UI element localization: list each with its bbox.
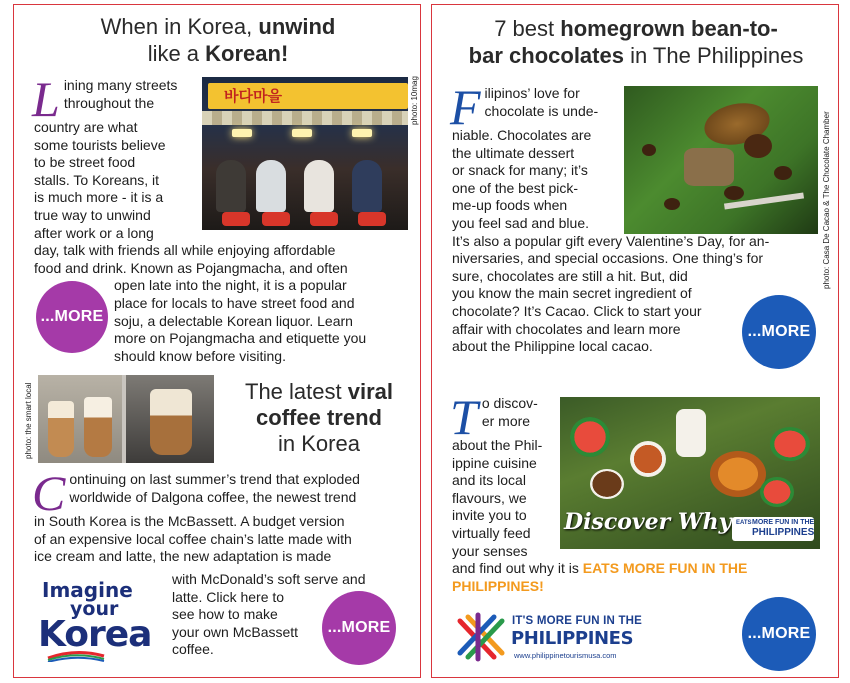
section-title-unwind: When in Korea, unwind like a Korean! (100, 14, 336, 66)
line: soju, a delectable Korean liquor. Learn (114, 312, 353, 329)
its-more-fun-philippines-logo: IT'S MORE FUN IN THE PHILIPPINES www.philippinetourismusa.com (454, 611, 644, 665)
line: in South Korea is the McBassett. A budget version (34, 513, 345, 529)
imagine-your-korea-logo: Imagine your Korea (38, 578, 168, 668)
line: It’s also a popular gift every Valentine’s Day, for an- (452, 232, 770, 249)
dropcap-c: C (32, 465, 66, 521)
more-button-eats[interactable]: ...MORE (742, 597, 816, 671)
dropcap-l: L (32, 71, 60, 127)
line: flavours, we (452, 489, 527, 506)
section-title-chocolates: 7 best homegrown bean-to- bar chocolates in The Philippines (468, 16, 804, 68)
line: and find out why it is EATS MORE FUN IN THE (452, 560, 748, 577)
line: sure, chocolates are still a hit. But, did (452, 267, 688, 284)
line: your senses (452, 542, 528, 559)
eats-badge: EATS MORE FUN IN THE PHILIPPINES (732, 517, 814, 541)
line: place for locals to have street food and (114, 294, 355, 311)
eats-more-fun-accent: EATS MORE FUN IN THE (582, 560, 748, 577)
line: open late into the night, it is a popular (114, 277, 347, 294)
line: about the Philippine local cacao. (452, 338, 653, 355)
line: coffee. (172, 641, 214, 658)
line: niable. Chocolates are (452, 127, 592, 143)
line: country are what (34, 119, 138, 135)
line: you feel sad and blue. (452, 214, 589, 231)
line: your own McBassett (172, 623, 299, 640)
dropcap-t: T (450, 389, 478, 445)
more-button-cacao[interactable]: ...MORE (742, 295, 816, 369)
line: after work or a long (34, 224, 154, 241)
line: is much more - it is a (34, 189, 164, 206)
line: one of the best pick- (452, 179, 579, 196)
line: should know before visiting. (114, 347, 286, 364)
line: food and drink. Known as Pojangmacha, and often (34, 259, 348, 276)
photo-credit-smart-local: photo: the smart local (24, 382, 33, 459)
line: invite you to (452, 507, 527, 524)
dropcap-f: F (450, 79, 481, 135)
line: ice cream and latte, the new adaptation is made (34, 548, 332, 565)
line: worldwide of Dalgona coffee, the newest trend (69, 488, 357, 505)
line: ining many streets (63, 77, 178, 93)
line: chocolate? It’s Cacao. Click to start your (452, 302, 702, 319)
line: me-up foods when (452, 197, 568, 214)
line: chocolate is unde- (484, 102, 599, 119)
line: ippine cuisine (452, 454, 537, 471)
more-button-pojangmacha[interactable]: ...MORE (36, 281, 108, 353)
line: more on Pojangmacha and etiquette you (114, 330, 367, 347)
line: true way to unwind (34, 206, 151, 223)
photo-credit-casa-de-cacao: photo: Casa De Cacao & The Chocolate Chamber (822, 111, 831, 289)
philippines-panel (431, 4, 839, 678)
more-button-mcbassett[interactable]: ...MORE (322, 591, 396, 665)
line: some tourists believe (34, 136, 166, 153)
line: of an expensive local coffee chain’s latte made with (34, 530, 352, 547)
rainbow-swoosh-icon (46, 650, 106, 662)
line: ilipinos’ love for (484, 85, 580, 101)
philippines-accent: PHILIPPINES! (452, 577, 544, 594)
line: to be street food (34, 154, 136, 171)
line: throughout the (63, 94, 155, 111)
section-title-coffee-trend: The latest viral coffee trend in Korea (245, 379, 393, 456)
line: and its local (452, 472, 526, 489)
photo-credit-10mag: photo: 10mag (410, 76, 419, 125)
line: with McDonald’s soft serve and (172, 571, 366, 587)
line: about the Phil- (452, 437, 543, 453)
line: virtually feed (452, 524, 531, 541)
line: or snack for many; it’s (452, 162, 588, 179)
line: day, talk with friends all while enjoying affordable (34, 242, 336, 259)
line: latte. Click here to (172, 588, 285, 605)
korea-panel (13, 4, 421, 678)
line: you know the main secret ingredient of (452, 285, 692, 302)
line: affair with chocolates and learn more (452, 320, 681, 337)
line: er more (481, 412, 531, 429)
mcbassett-coffee-photo (38, 375, 214, 463)
line: niversaries, and special occasions. One thing’s for (452, 250, 764, 267)
article-cuisine-text (450, 389, 832, 595)
weave-logo-icon (454, 611, 508, 663)
line: o discov- (481, 395, 538, 411)
line: the ultimate dessert (452, 144, 575, 161)
stall-sign-text: 바다마을 (224, 87, 282, 105)
article-coffee-text (32, 465, 414, 566)
discover-why-text: Discover Why (564, 509, 732, 535)
line: ontinuing on last summer’s trend that exploded (69, 471, 360, 487)
line: stalls. To Koreans, it (34, 171, 160, 188)
line: see how to make (172, 606, 278, 623)
